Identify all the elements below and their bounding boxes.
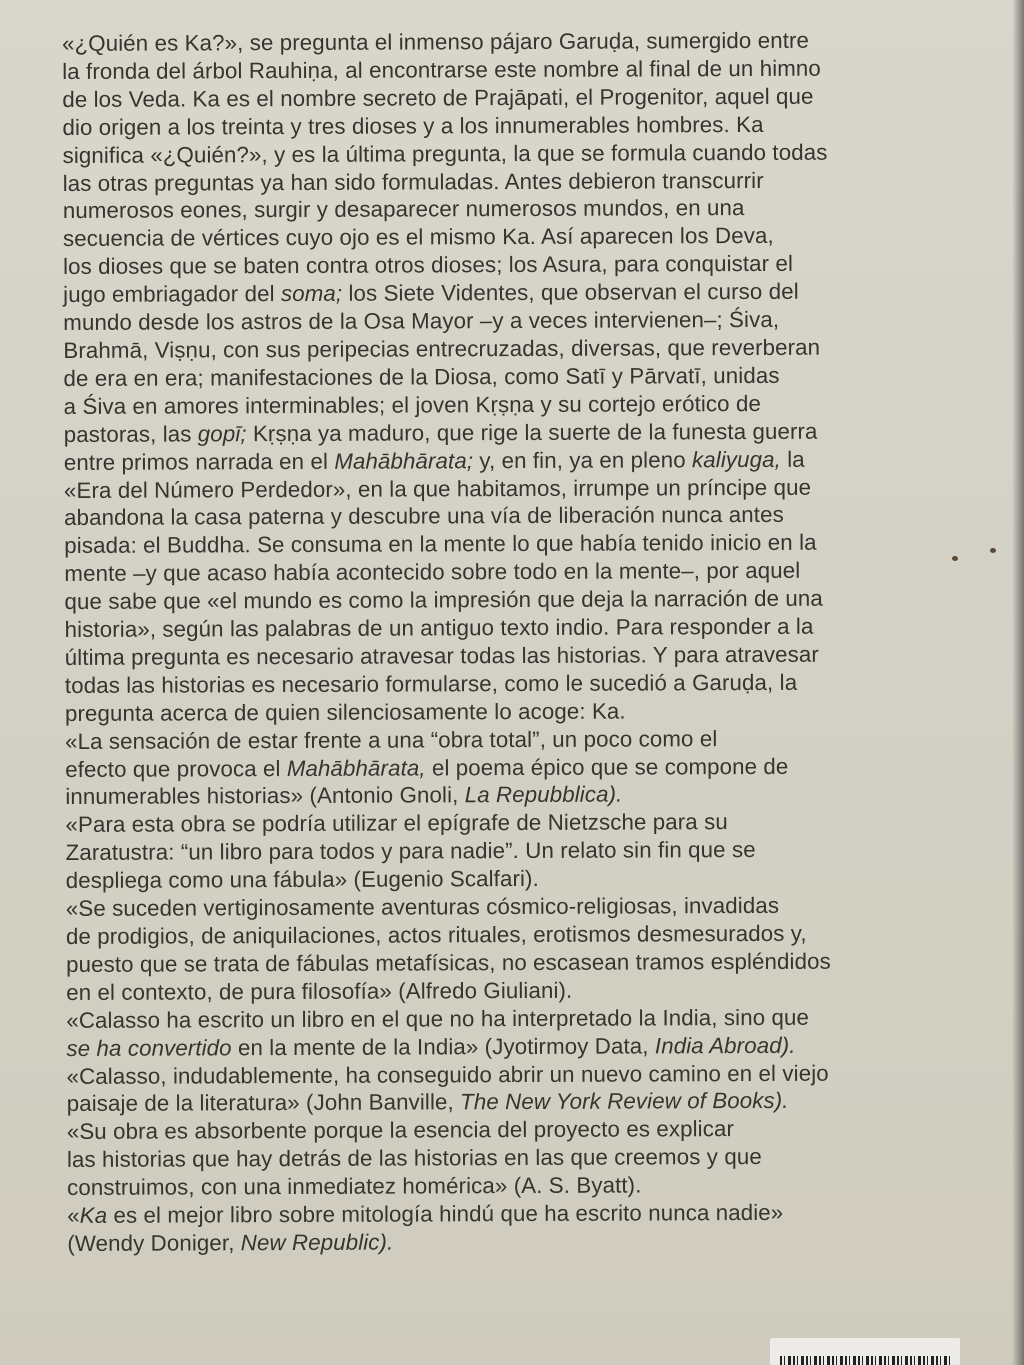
text-segment: de prodigios, de aniquilaciones, actos rituales, erotismos desmesurados y,: [65, 920, 807, 949]
italic-text-segment: Ka: [79, 1202, 108, 1228]
text-line: [63, 193, 968, 225]
text-segment: despliega como una fábula» (Eugenio Scalfari).: [65, 866, 539, 894]
ink-speck: [952, 556, 958, 561]
text-segment: «Su obra es absorbente porque la esencia del proyecto es explicar: [66, 1116, 735, 1145]
text-line: [66, 975, 971, 1007]
text-line: [66, 947, 971, 979]
text-line: [62, 138, 967, 170]
text-line: [65, 752, 970, 784]
text-segment: innumerables historias» (Antonio Gnoli,: [65, 782, 465, 810]
text-line: [64, 584, 969, 616]
text-segment: de era en era; manifestaciones de la Diosa, como Satī y Pārvatī, unidas: [63, 362, 780, 391]
text-segment: Brahmā, Viṣṇu, con sus peripecias entrecruzadas, diversas, que reverberan: [63, 334, 821, 363]
text-line: [64, 445, 969, 477]
text-segment: y, en fin, ya en pleno: [473, 446, 693, 473]
text-segment: el poema épico que se compone de: [425, 753, 789, 780]
italic-text-segment: Mahābhārata;: [334, 447, 474, 474]
italic-text-segment: gopī;: [197, 420, 247, 447]
text-segment: jugo embriagador del: [63, 281, 281, 308]
italic-text-segment: se ha convertido: [66, 1034, 232, 1061]
text-line: [67, 1170, 972, 1202]
text-line: [62, 110, 967, 142]
text-line: [66, 919, 971, 951]
ink-speck: [990, 548, 996, 553]
text-segment: «La sensación de estar frente a una “obra total”, un poco como el: [65, 725, 718, 754]
text-line: [65, 807, 970, 839]
text-segment: paisaje de la literatura» (John Banville,: [66, 1089, 461, 1117]
text-segment: efecto que provoca el: [65, 755, 287, 782]
text-segment: en la mente de la India» (Jyotirmoy Data,: [231, 1033, 655, 1060]
italic-text-segment: India Abroad).: [654, 1032, 796, 1059]
text-line: [64, 389, 969, 421]
text-segment: mundo desde los astros de la Osa Mayor –y a veces intervienen–; Śiva,: [63, 306, 780, 336]
text-segment: mente –y que acaso había acontecido sobre todo en la mente–, por aquel: [64, 558, 801, 587]
text-line: [65, 612, 970, 644]
text-line: [65, 668, 970, 700]
text-segment: pregunta acerca de quien silenciosamente lo acoge: Ka.: [64, 698, 626, 726]
text-line: [65, 640, 970, 672]
text-segment: a Śiva en amores interminables; el joven Kṛṣṇa y su cortejo erótico de: [63, 390, 762, 419]
text-line: [67, 1198, 972, 1230]
text-segment: pastoras, las: [63, 421, 198, 447]
text-line: [62, 82, 967, 114]
text-segment: que sabe que «el mundo es como la impresión que deja la narración de una: [64, 585, 823, 615]
text-segment: «Calasso, indudablemente, ha conseguido abrir un nuevo camino en el viejo: [66, 1060, 829, 1089]
text-line: [64, 417, 969, 449]
text-segment: significa «¿Quién?», y es la última pregunta, la que se formula cuando todas: [62, 139, 828, 168]
text-segment: Kṛṣṇa ya maduro, que rige la suerte de la funesta guerra: [246, 418, 818, 446]
text-line: [62, 26, 967, 58]
text-segment: los dioses que se baten contra otros dioses; los Asura, para conquistar el: [62, 251, 794, 280]
text-segment: puesto que se trata de fábulas metafísicas, no escasean tramos espléndidos: [66, 948, 831, 977]
text-line: [64, 528, 969, 560]
back-cover-text: [62, 26, 972, 1258]
text-line: [63, 166, 968, 198]
text-segment: la: [780, 446, 805, 472]
text-segment: es el mejor libro sobre mitología hindú que ha escrito nunca nadie»: [107, 1199, 784, 1228]
text-line: [66, 835, 971, 867]
text-segment: secuencia de vértices cuyo ojo es el mismo Ka. Así aparecen los Deva,: [62, 223, 774, 252]
text-segment: «: [67, 1202, 80, 1229]
text-line: [63, 333, 968, 365]
text-line: [63, 249, 968, 281]
text-line: [66, 891, 971, 923]
text-line: [65, 696, 970, 728]
text-segment: pisada: el Buddha. Se consuma en la mente lo que había tenido inicio en la: [64, 530, 817, 559]
text-segment: «Se suceden vertiginosamente aventuras cósmico-religiosas, invadidas: [65, 892, 780, 922]
text-segment: de los Veda. Ka es el nombre secreto de Prajāpati, el Progenitor, aquel que: [62, 83, 814, 112]
text-segment: «Era del Número Perdedor», en la que habitamos, irrumpe un príncipe que: [63, 474, 812, 503]
text-segment: historia», según las palabras de un antiguo texto indio. Para responder a la: [64, 613, 814, 643]
text-line: [63, 277, 968, 309]
text-line: [66, 863, 971, 895]
italic-text-segment: Mahābhārata,: [286, 754, 426, 781]
text-line: [66, 1031, 971, 1063]
text-segment: Zaratustra: “un libro para todos y para nadie”. Un relato sin fin que se: [65, 837, 756, 866]
text-segment: abandona la casa paterna y descubre una vía de liberación nunca antes: [64, 502, 784, 531]
text-segment: las otras preguntas ya han sido formuladas. Antes debieron transcurrir: [62, 167, 764, 196]
text-segment: todas las historias es necesario formularse, como le sucedió a Garuḍa, la: [64, 669, 798, 698]
text-line: [64, 500, 969, 532]
text-line: [67, 1142, 972, 1174]
text-segment: construimos, con una inmediatez homérica» (A. S. Byatt).: [66, 1172, 642, 1201]
text-line: [67, 1086, 972, 1118]
italic-text-segment: La Repubblica).: [464, 782, 623, 808]
text-line: [64, 473, 969, 505]
text-segment: en el contexto, de pura filosofía» (Alfredo Giuliani).: [66, 977, 573, 1005]
text-line: [63, 305, 968, 337]
text-line: [63, 361, 968, 393]
barcode-bars: [780, 1356, 950, 1365]
text-segment: «Para esta obra se podría utilizar el epígrafe de Nietzsche para su: [65, 809, 728, 838]
text-segment: numerosos eones, surgir y desaparecer numerosos mundos, en una: [62, 195, 745, 224]
text-segment: dio origen a los treinta y tres dioses y a los innumerables hombres. Ka: [62, 111, 764, 140]
italic-text-segment: soma;: [280, 280, 343, 307]
text-segment: las historias que hay detrás de las historias en las que creemos y que: [66, 1144, 762, 1173]
text-line: [64, 556, 969, 588]
text-line: [66, 1003, 971, 1035]
text-line: [65, 780, 970, 812]
italic-text-segment: kaliyuga,: [691, 446, 781, 472]
barcode-label: [770, 1338, 960, 1365]
text-line: [67, 1114, 972, 1146]
text-segment: (Wendy Doniger,: [67, 1230, 241, 1256]
text-segment: «Calasso ha escrito un libro en el que no ha interpretado la India, sino que: [66, 1004, 810, 1033]
text-line: [63, 221, 968, 253]
text-line: [62, 54, 967, 86]
page-edge-shadow: [1012, 0, 1024, 1365]
text-segment: «¿Quién es Ka?», se pregunta el inmenso pájaro Garuḍa, sumergido entre: [62, 27, 810, 56]
italic-text-segment: The New York Review of Books).: [460, 1088, 789, 1115]
text-segment: la fronda del árbol Rauhiṇa, al encontrarse este nombre al final de un himno: [62, 55, 821, 84]
italic-text-segment: New Republic).: [240, 1229, 394, 1256]
text-segment: entre primos narrada en el: [63, 448, 335, 475]
text-segment: última pregunta es necesario atravesar todas las historias. Y para atravesar: [64, 641, 819, 670]
text-line: [67, 1226, 972, 1258]
text-line: [67, 1059, 972, 1091]
text-line: [65, 724, 970, 756]
text-segment: los Siete Videntes, que observan el curso del: [342, 278, 799, 306]
